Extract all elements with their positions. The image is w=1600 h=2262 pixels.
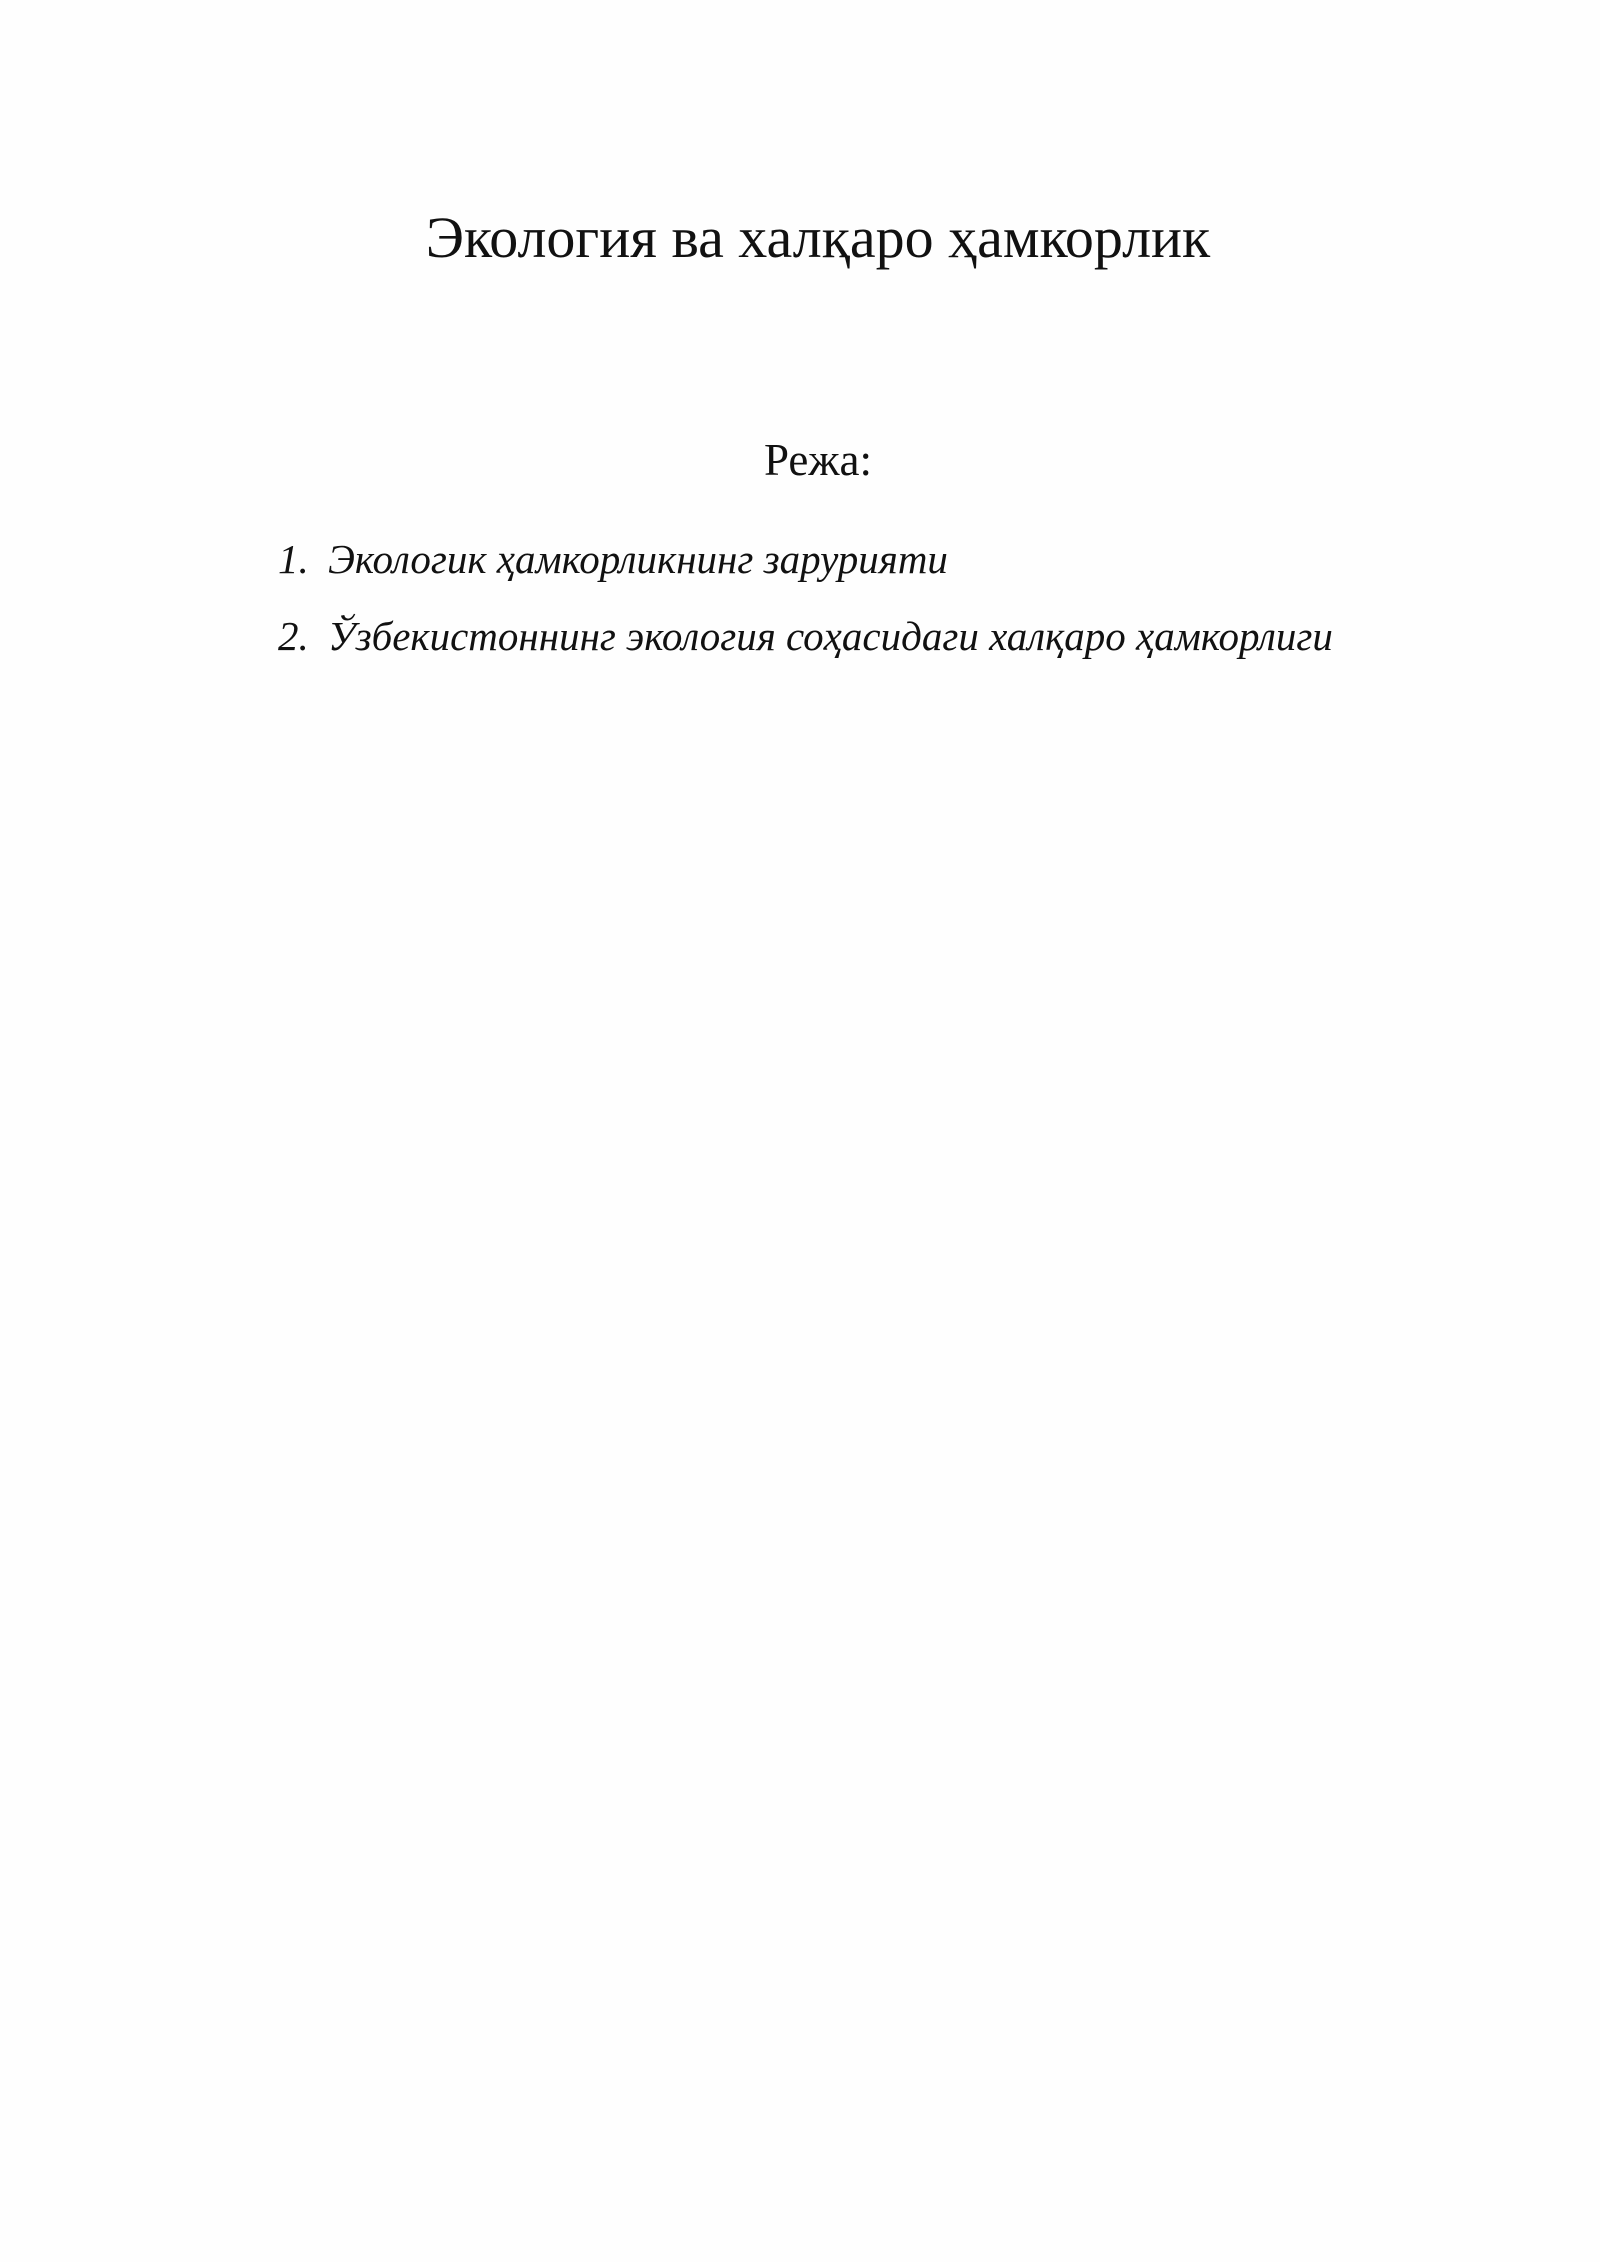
plan-item (278, 611, 1333, 661)
plan-item-number: 2. (278, 613, 309, 659)
plan-item-number: 1. (278, 536, 309, 582)
plan-heading: Режа: (764, 435, 872, 485)
plan-list (278, 534, 1333, 688)
document-title: Экология ва халқаро ҳамкорлик (425, 205, 1211, 270)
plan-item-text: Экологик ҳамкорликнинг зарурияти (328, 536, 948, 582)
plan-item-text: Ўзбекистоннинг экология соҳасидаги халқаро ҳамкорлиги (328, 613, 1333, 659)
plan-item (278, 534, 1333, 584)
